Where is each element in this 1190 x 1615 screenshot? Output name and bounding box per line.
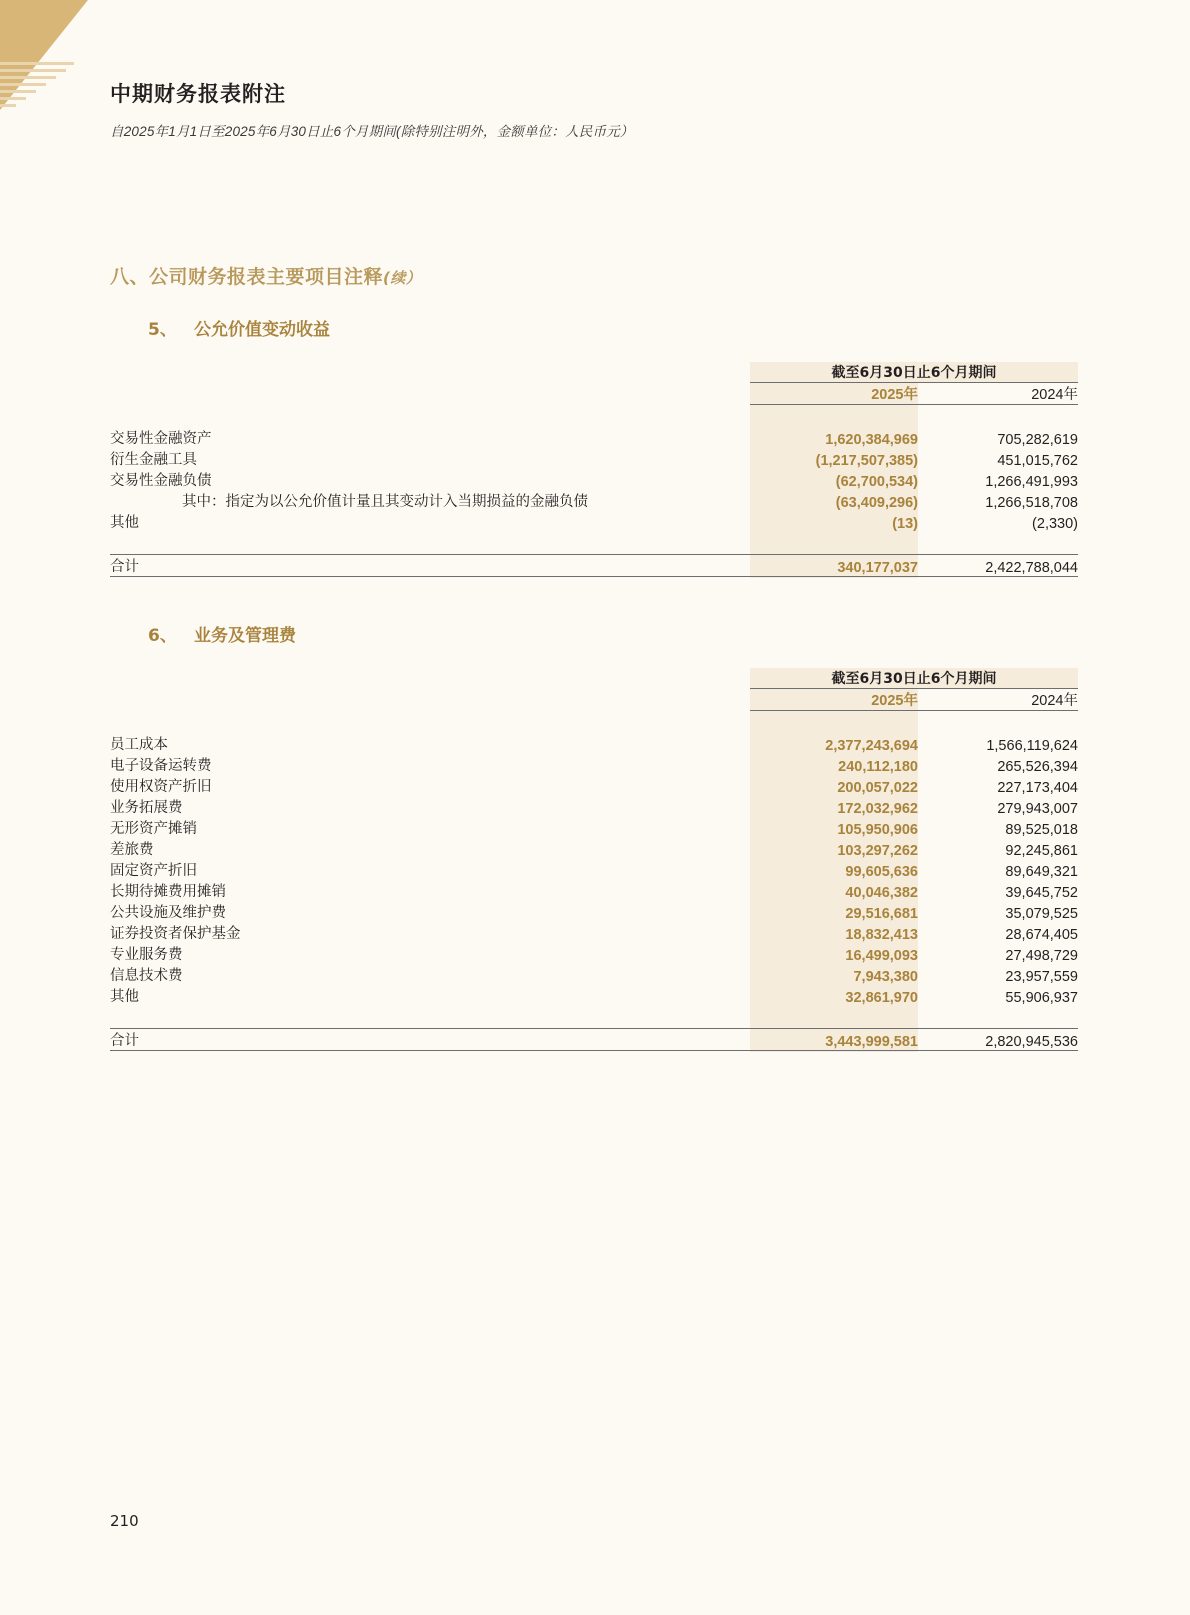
page-title: 中期财务报表附注 bbox=[110, 82, 286, 106]
row-value-2025: 7,943,380 bbox=[750, 964, 918, 985]
table-row bbox=[110, 754, 1078, 775]
row-value-2025: 40,046,382 bbox=[750, 880, 918, 901]
col-header-2025-note6: 2025年 bbox=[750, 689, 918, 711]
spacer bbox=[110, 405, 1078, 428]
note-6-title bbox=[110, 621, 1078, 646]
row-value-2025: 32,861,970 bbox=[750, 985, 918, 1006]
period-header-5: 截至6月30日止6个月期间 bbox=[750, 362, 1078, 383]
row-value-2025: 240,112,180 bbox=[750, 754, 918, 775]
row-value-2024: 39,645,752 bbox=[1005, 885, 1078, 901]
table-total-row bbox=[110, 555, 1078, 577]
note-5-title bbox=[110, 315, 1078, 340]
total-value-2024: 2,422,788,044 bbox=[985, 560, 1078, 576]
row-value-2024: 1,266,491,993 bbox=[985, 474, 1078, 490]
table-header-period-row bbox=[110, 668, 1078, 689]
row-value-2024: 227,173,404 bbox=[997, 780, 1078, 796]
table-row bbox=[110, 964, 1078, 985]
page-content bbox=[110, 262, 1078, 1051]
row-value-2025: 200,057,022 bbox=[750, 775, 918, 796]
col-header-2025-note5: 2025年 bbox=[750, 383, 918, 405]
row-value-2024: 28,674,405 bbox=[1005, 927, 1078, 943]
row-value-2024: 1,566,119,624 bbox=[986, 738, 1078, 754]
table-row bbox=[110, 511, 1078, 532]
row-label: 长期待摊费用摊销 bbox=[110, 884, 226, 900]
note-5-number: 5、 bbox=[148, 320, 177, 340]
table-row bbox=[110, 490, 1078, 511]
table-row bbox=[110, 859, 1078, 880]
row-value-2025: 172,032,962 bbox=[750, 796, 918, 817]
row-value-2025: 18,832,413 bbox=[750, 922, 918, 943]
row-label: 其他 bbox=[110, 989, 139, 1005]
row-value-2025: (13) bbox=[750, 511, 918, 532]
note-block-5 bbox=[110, 315, 1078, 577]
note-block-6 bbox=[110, 621, 1078, 1051]
row-value-2025: (62,700,534) bbox=[750, 469, 918, 490]
row-label: 电子设备运转费 bbox=[110, 758, 212, 774]
table-row bbox=[110, 922, 1078, 943]
section-heading-continued: (续） bbox=[383, 269, 422, 287]
row-value-2024: 27,498,729 bbox=[1005, 948, 1078, 964]
page-header bbox=[110, 78, 634, 140]
table-header-period-row bbox=[110, 362, 1078, 383]
row-value-2024: 23,957,559 bbox=[1005, 969, 1078, 985]
row-value-2024: 265,526,394 bbox=[997, 759, 1078, 775]
total-label: 合计 bbox=[110, 559, 139, 575]
table-row bbox=[110, 943, 1078, 964]
corner-stripes bbox=[0, 62, 88, 122]
spacer bbox=[110, 1006, 1078, 1029]
row-label: 证券投资者保护基金 bbox=[110, 926, 241, 942]
row-value-2024: (2,330) bbox=[1032, 516, 1078, 532]
row-label: 业务拓展费 bbox=[110, 800, 183, 816]
row-value-2025: 16,499,093 bbox=[750, 943, 918, 964]
table-row bbox=[110, 796, 1078, 817]
row-label: 使用权资产折旧 bbox=[110, 779, 212, 795]
row-label: 交易性金融负债 bbox=[110, 473, 212, 489]
row-label: 衍生金融工具 bbox=[110, 452, 197, 468]
table-row bbox=[110, 733, 1078, 754]
table-operating-admin-expenses bbox=[110, 668, 1078, 1051]
row-label: 其他 bbox=[110, 515, 139, 531]
col-header-2024-note5: 2024年 bbox=[918, 383, 1078, 405]
row-label: 差旅费 bbox=[110, 842, 154, 858]
row-value-2025: 103,297,262 bbox=[750, 838, 918, 859]
table-row bbox=[110, 838, 1078, 859]
note-5-title-text: 公允价值变动收益 bbox=[194, 320, 330, 340]
table-row bbox=[110, 817, 1078, 838]
total-value-2024: 2,820,945,536 bbox=[985, 1034, 1078, 1050]
table-fair-value-changes bbox=[110, 362, 1078, 577]
row-label: 公共设施及维护费 bbox=[110, 905, 226, 921]
row-label: 专业服务费 bbox=[110, 947, 183, 963]
row-value-2025: 1,620,384,969 bbox=[750, 427, 918, 448]
table-row bbox=[110, 880, 1078, 901]
row-value-2025: 99,605,636 bbox=[750, 859, 918, 880]
total-label: 合计 bbox=[110, 1033, 139, 1049]
row-value-2024: 1,266,518,708 bbox=[985, 495, 1078, 511]
row-label: 员工成本 bbox=[110, 737, 168, 753]
row-value-2025: 2,377,243,694 bbox=[750, 733, 918, 754]
table-row bbox=[110, 427, 1078, 448]
table-header-year-row bbox=[110, 689, 1078, 711]
row-value-2024: 92,245,861 bbox=[1005, 843, 1078, 859]
table-total-row bbox=[110, 1029, 1078, 1051]
row-label: 信息技术费 bbox=[110, 968, 183, 984]
row-value-2025: 29,516,681 bbox=[750, 901, 918, 922]
row-value-2024: 279,943,007 bbox=[997, 801, 1078, 817]
row-label: 固定资产折旧 bbox=[110, 863, 197, 879]
table-row bbox=[110, 901, 1078, 922]
row-value-2025: 105,950,906 bbox=[750, 817, 918, 838]
row-value-2024: 89,649,321 bbox=[1005, 864, 1078, 880]
table-bottom-rule bbox=[110, 577, 1078, 578]
note-6-number: 6、 bbox=[148, 626, 177, 646]
corner-decoration bbox=[0, 0, 90, 195]
page-subtitle: 自2025年1月1日至2025年6月30日止6个月期间(除特别注明外，金额单位：人民币元） bbox=[110, 124, 634, 139]
period-header-6: 截至6月30日止6个月期间 bbox=[750, 668, 1078, 689]
note-6-title-text: 业务及管理费 bbox=[194, 626, 296, 646]
table-row bbox=[110, 985, 1078, 1006]
table-row bbox=[110, 448, 1078, 469]
table-header-year-row bbox=[110, 383, 1078, 405]
row-value-2024: 705,282,619 bbox=[997, 432, 1078, 448]
section-heading-text: 八、公司财务报表主要项目注释 bbox=[110, 266, 384, 288]
row-value-2024: 35,079,525 bbox=[1005, 906, 1078, 922]
row-label: 交易性金融资产 bbox=[110, 431, 212, 447]
table-row bbox=[110, 469, 1078, 490]
row-label: 其中：指定为以公允价值计量且其变动计入当期损益的金融负债 bbox=[182, 494, 588, 510]
col-header-2024-note6: 2024年 bbox=[918, 689, 1078, 711]
table-row bbox=[110, 775, 1078, 796]
row-label: 无形资产摊销 bbox=[110, 821, 197, 837]
section-heading bbox=[110, 262, 1078, 289]
total-value-2025: 3,443,999,581 bbox=[750, 1029, 918, 1051]
row-value-2024: 451,015,762 bbox=[997, 453, 1078, 469]
page-number: 210 bbox=[110, 1512, 139, 1530]
table-bottom-rule bbox=[110, 1051, 1078, 1052]
spacer bbox=[110, 711, 1078, 734]
row-value-2025: (1,217,507,385) bbox=[750, 448, 918, 469]
row-value-2025: (63,409,296) bbox=[750, 490, 918, 511]
total-value-2025: 340,177,037 bbox=[750, 555, 918, 577]
row-value-2024: 89,525,018 bbox=[1005, 822, 1078, 838]
row-value-2024: 55,906,937 bbox=[1005, 990, 1078, 1006]
spacer bbox=[110, 532, 1078, 555]
